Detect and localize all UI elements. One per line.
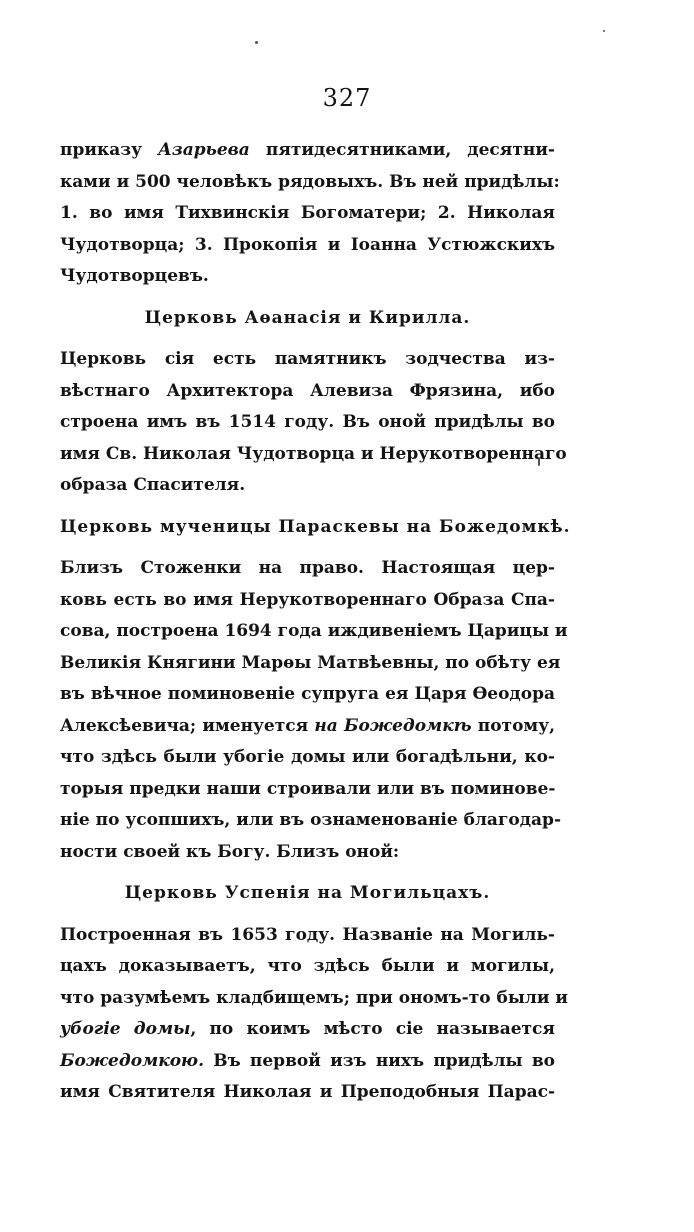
text-line: что здѣсь были убогіе домы или богадѣльни, ко- (60, 747, 555, 767)
text-line: Церковь сія есть памятникъ зодчества из- (60, 349, 555, 369)
text-line: цахъ доказываетъ, что здѣсь были и могилы, (60, 956, 555, 976)
text-line: строена имъ въ 1514 году. Въ оной придѣлы во (60, 412, 555, 432)
text-line: ности своей къ Богу. Близъ оной: (60, 841, 400, 862)
text-line: образа Спасителя. (60, 475, 246, 495)
text-line: имя Святителя Николая и Преподобныя Парас- (60, 1082, 555, 1102)
text-line: Чудотворца; 3. Прокопія и Іоанна Устюжскихъ (60, 234, 555, 255)
section-heading: Церковь Аѳанасія и Кирилла. (144, 307, 471, 328)
text-line: торыя предки наши строивали или въ поминове- (60, 778, 556, 799)
text-line: ковь есть во имя Нерукотвореннаго Образа Спа- (60, 589, 555, 610)
text-line: Чудотворцевъ. (60, 266, 209, 286)
text-line: сова, построена 1694 года иждивеніемъ Царицы и (60, 621, 568, 641)
print-speck (603, 30, 605, 32)
paragraph-1 (60, 135, 560, 293)
section-heading: Церковь Успенія на Могильцахъ. (124, 883, 491, 903)
page-body (60, 135, 571, 1109)
print-speck (255, 41, 258, 44)
paragraph-3 (60, 553, 568, 868)
text-line: ніе по усопшихъ, или въ ознаменованіе благодар- (60, 810, 561, 830)
text-line: приказу Азарьева пятидесятниками, десятни- (60, 140, 555, 160)
text-line: имя Св. Николая Чудотворца и Нерукотвореннаго (60, 443, 567, 464)
text-line: Близъ Стоженки на право. Настоящая цер- (60, 558, 555, 578)
text-line: въ вѣчное поминовеніе супруга ея Царя Ѳеодора (60, 684, 555, 704)
text-line: Построенная въ 1653 году. Названіе на Могиль- (60, 924, 555, 945)
text-line: Божедомкою. Въ первой изъ нихъ придѣлы во (60, 1050, 555, 1071)
text-line: убогіе домы, по коимъ мѣсто сіе называется (60, 1019, 555, 1039)
page-number: 327 (322, 84, 372, 112)
text-line: вѣстнаго Архитектора Алевиза Фрязина, ибо (60, 380, 555, 401)
text-line: что разумѣемъ кладбищемъ; при ономъ-то были и (60, 987, 569, 1008)
text-line: Великія Княгини Марѳы Матвѣевны, по обѣту ея (60, 652, 561, 673)
text-line: Алексѣевича; именуется на Божедомкѣ потому, (60, 715, 555, 736)
text-line: 1. во имя Тихвинскія Богоматери; 2. Николая (60, 203, 555, 223)
paragraph-2 (60, 344, 567, 502)
section-heading: Церковь мученицы Параскевы на Божедомкѣ. (60, 516, 571, 537)
paragraph-4 (60, 920, 569, 1109)
text-line: ками и 500 человѣкъ рядовыхъ. Въ ней придѣлы: (60, 171, 560, 192)
